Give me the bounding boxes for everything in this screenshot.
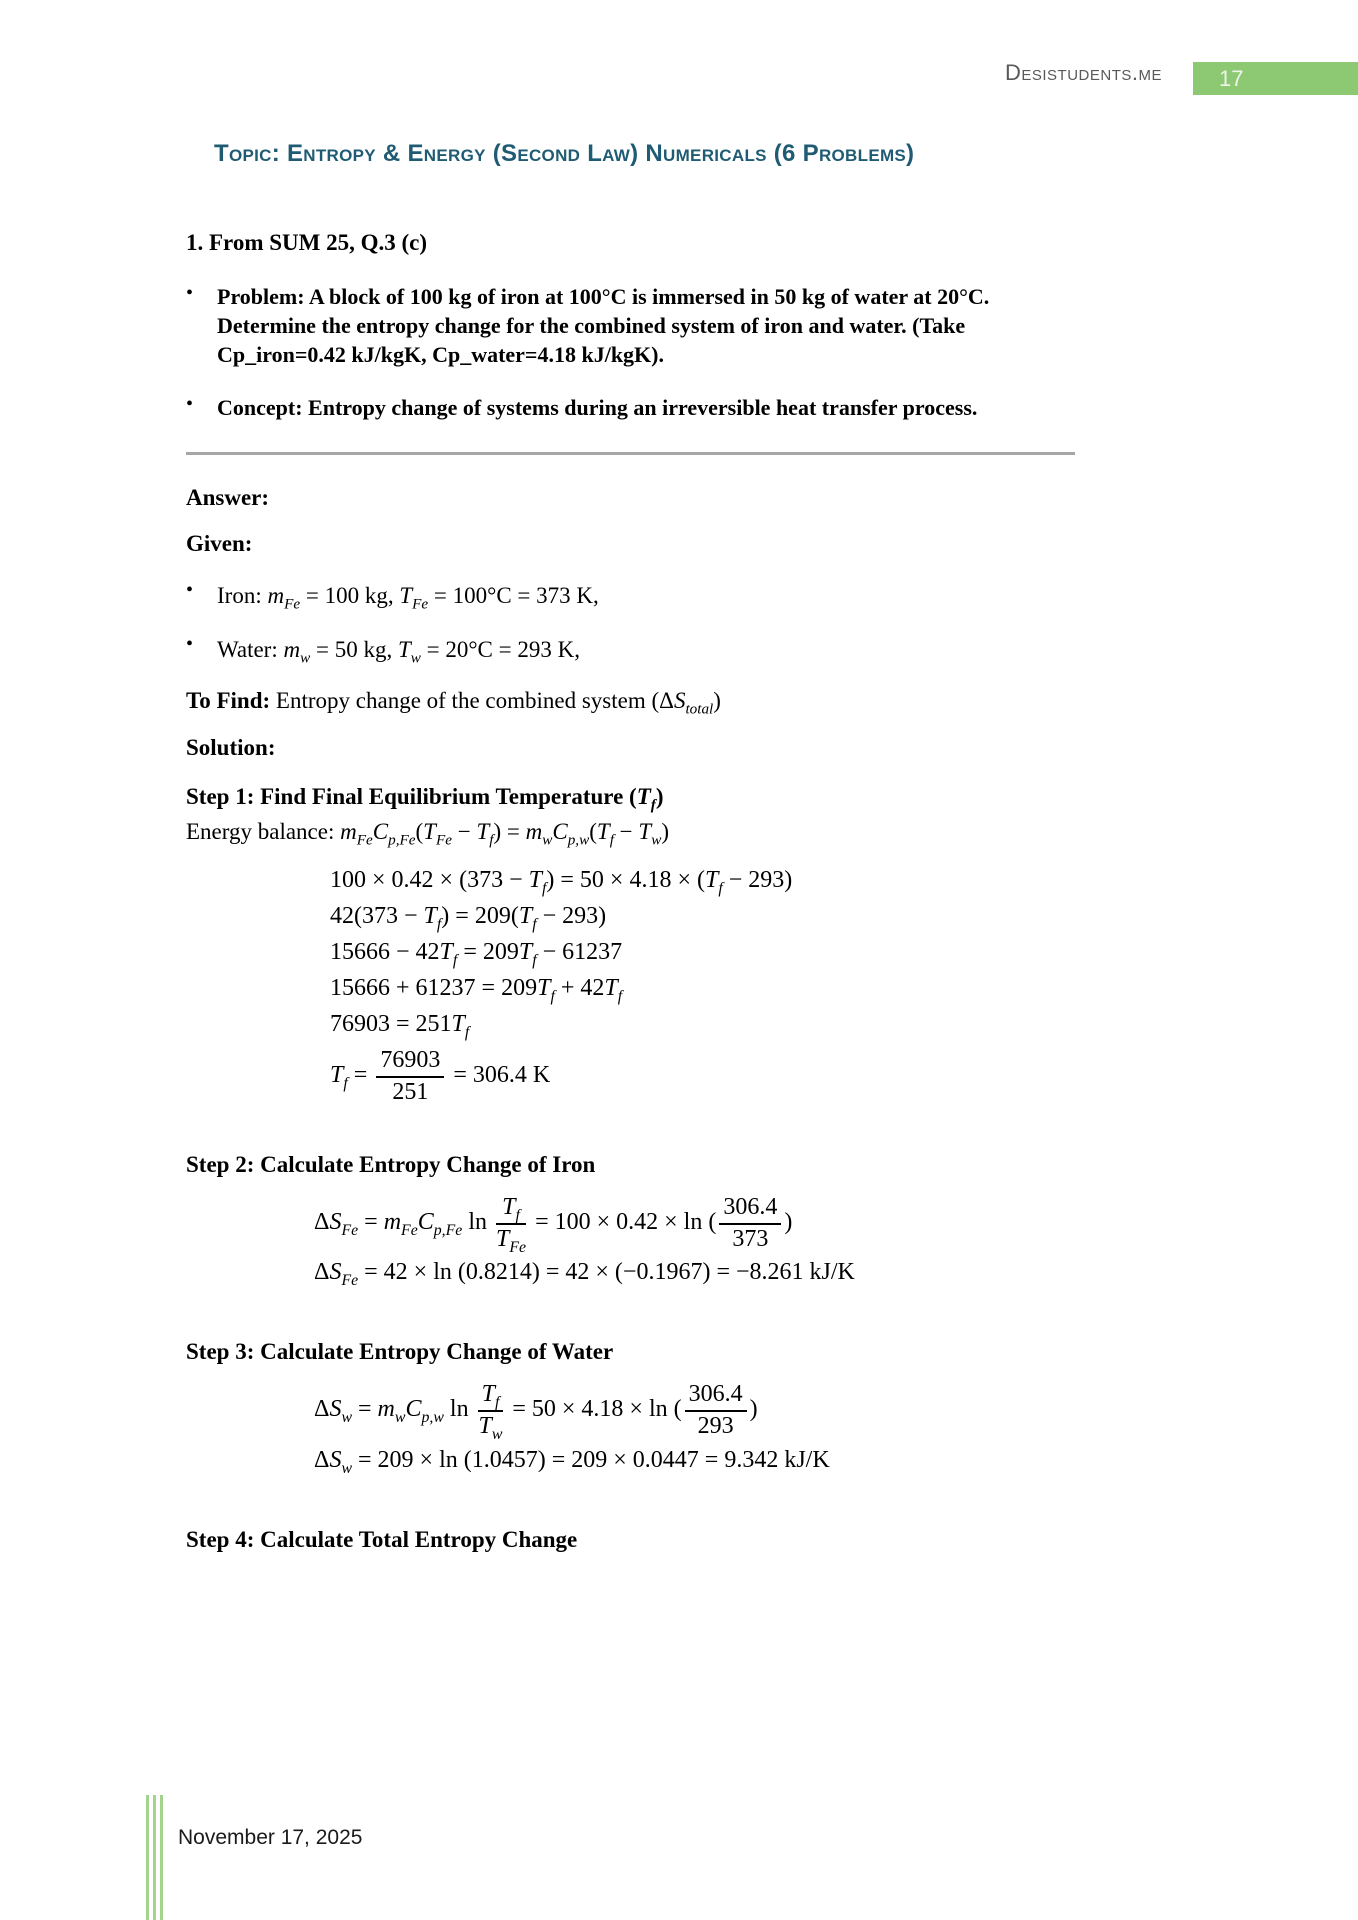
equation-line: $\Delta S_{Fe} = 42 \times \ln (0.8214) = 42 \times (-0.1967) = -8.261$ kJ/K [314,1259,855,1290]
equation-line: $\Delta S_w = m_wC_{p,w}$ ln $\frac{T_f}{T_w}$ = 50 × 4.18 × ln ( $\frac{306.4}{293}$ ) [314,1381,758,1443]
step-1-heading: Step 1: Find Final Equilibrium Temperature $(T_f)$ [186,784,664,814]
concept-bullet [186,393,1075,422]
bullet-icon: • [186,579,194,601]
given-water-text: Water: $m_w = 50$ kg, $T_w = 20^\circ C = 293$ K, [217,637,580,667]
step-2-heading: Step 2: Calculate Entropy Change of Iron [186,1152,596,1178]
given-label: Given: [186,531,253,556]
equation-line: $100 \times 0.42 \times (373 - T_f) = 50 \times 4.18 \times (T_f - 293)$ [330,867,793,897]
concept-text: Concept: Entropy change of systems during an irreversible heat transfer process. [217,395,978,420]
question-heading: 1. From SUM 25, Q.3 (c) [186,230,428,255]
page-number: 17 [1219,65,1244,91]
equation-line: $42(373 - T_f) = 209(T_f - 293)$ [330,903,607,933]
document-title: Topic: Entropy & Energy (Second Law) Numericals (6 Problems) [214,140,915,167]
step-4-heading: Step 4: Calculate Total Entropy Change [186,1526,578,1552]
accent-bar [153,1795,156,1920]
given-iron-bullet [186,579,1075,612]
solution-label: Solution: [186,735,276,760]
equation-line: $76903 = 251T_f$ [330,1011,470,1041]
equation-line: $\Delta S_w = 209 \times \ln (1.0457) = 209 \times 0.0447 = 9.342$ kJ/K [314,1446,830,1477]
footer-date: November 17, 2025 [178,1826,363,1849]
equation-line: $15666 + 61237 = 209T_f + 42T_f$ [330,975,623,1005]
accent-bar [146,1795,149,1920]
footer-accent-bars-icon [146,1795,163,1920]
to-find-label: To Find: [186,688,271,713]
problem-text: Problem: A block of 100 kg of iron at 100°C is immersed in 50 kg of water at 20°C. Determine the entropy change for the combined system of iron and water. (Take Cp_iron=0.42 kJ/kgK, Cp_water=4.18 kJ/kgK). [217,284,990,367]
step-2-equations [314,1194,1075,1289]
problem-bullet [186,282,1075,369]
equation-line: $T_f$ = $\frac{76903}{251}$ = 306.4 K [330,1047,551,1105]
document-body [186,228,1075,1554]
step-1-equations [330,863,1075,1106]
bullet-icon: • [186,282,194,304]
section-divider [186,452,1075,455]
to-find-text: Entropy change of the combined system $(\Delta S_{total})$ [270,688,721,718]
page-number-badge [1193,62,1358,95]
accent-bar [160,1795,163,1920]
site-name: Desistudents.me [1004,60,1162,85]
step-3-heading: Step 3: Calculate Entropy Change of Water [186,1339,614,1365]
bullet-icon: • [186,393,194,415]
energy-balance-line: Energy balance: $m_{Fe}C_{p,Fe}(T_{Fe} - T_f) = m_wC_{p,w}(T_f - T_w)$ [186,819,669,849]
equation-line: $15666 - 42T_f = 209T_f - 61237$ [330,939,623,969]
to-find-line [186,686,1075,716]
step-3-equations [314,1381,1075,1476]
answer-label: Answer: [186,485,270,510]
given-iron-text: Iron: $m_{Fe} = 100$ kg, $T_{Fe} = 100^\circ C = 373$ K, [217,583,599,613]
bullet-icon: • [186,633,194,655]
equation-line: $\Delta S_{Fe} = m_{Fe}C_{p,Fe}$ ln $\frac{T_f}{T_{Fe}}$ = 100 × 0.42 × ln ( $\frac{306.4}{373}$ ) [314,1194,793,1256]
given-water-bullet [186,633,1075,666]
